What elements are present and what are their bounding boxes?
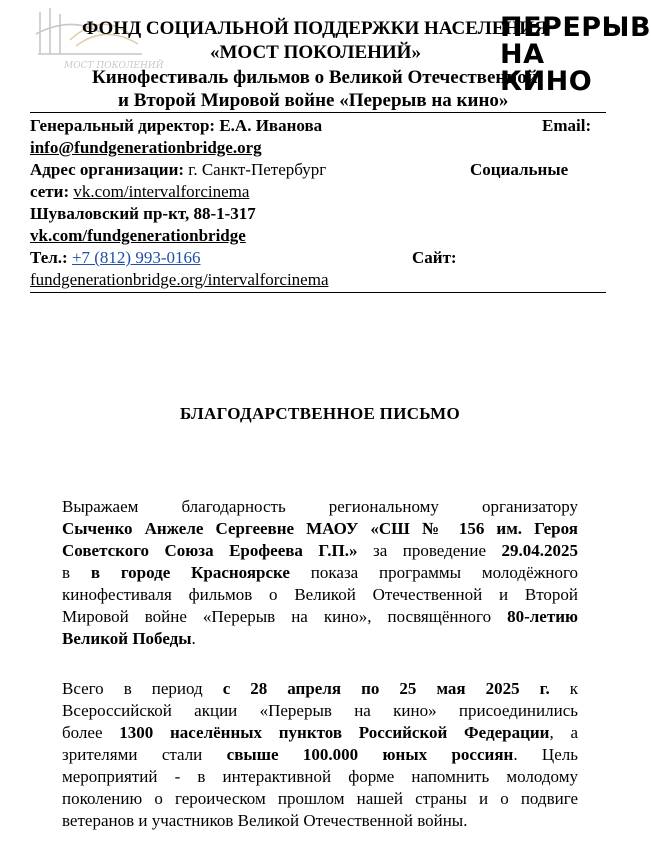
p2-line-7: ветеранов и участников Великой Отечественной войны.	[62, 811, 468, 830]
site-label: Сайт:	[412, 248, 457, 267]
header-divider-bottom	[30, 292, 606, 293]
director-line: Генеральный директор: Е.А. Иванова	[30, 116, 323, 135]
p1-line-7: Великой Победы.	[62, 629, 196, 648]
address-street: Шуваловский пр-кт, 88-1-317	[30, 204, 256, 223]
p1-line-4: в в городе Красноярске показа программы молодёжного	[62, 563, 579, 582]
p1-line-3: Советского Союза Ерофеева Г.П.» за проведение 29.04.2025	[62, 541, 578, 560]
address-label: Адрес организации:	[30, 160, 185, 179]
social-link-interval[interactable]: vk.com/intervalforcinema	[73, 182, 250, 201]
festival-title-line-2: и Второй Мировой войне «Перерыв на кино»	[118, 90, 509, 111]
p1-line-5: кинофестиваля фильмов о Великой Отечественной и Второй	[62, 585, 578, 604]
paragraph-2	[62, 678, 578, 832]
phone-line	[30, 248, 201, 268]
p2-line-4: зрителями стали свыше 100.000 юных россиян. Цель	[62, 745, 578, 764]
header-divider-top	[30, 112, 606, 113]
p2-line-3: более 1300 населённых пунктов Российской Федерации, а	[62, 723, 579, 742]
p1-line-1: Выражаем благодарность региональному организатору	[62, 497, 578, 516]
org-name-line-1: ФОНД СОЦИАЛЬНОЙ ПОДДЕРЖКИ НАСЕЛЕНИЯ	[82, 18, 548, 39]
p1-line-6: Мировой войне «Перерыв на кино», посвящённого 80-летию	[62, 607, 578, 626]
document-title: БЛАГОДАРСТВЕННОЕ ПИСЬМО	[179, 404, 461, 423]
logo-right-line-2: НА КИНО	[500, 39, 593, 97]
p2-line-2: Всероссийской акции «Перерыв на кино» присоединились	[62, 701, 578, 720]
social-link-fund[interactable]: vk.com/fundgenerationbridge	[30, 226, 246, 245]
phone-label: Тел.:	[30, 248, 68, 267]
social-label-cont: сети:	[30, 182, 70, 201]
logo-right-line-1: ПЕРЕРЫВ	[500, 12, 651, 43]
p2-line-5: мероприятий - в интерактивной форме напомнить молодому	[62, 767, 578, 786]
p1-line-2: Сыченко Анжеле Сергеевне МАОУ «СШ № 156 им. Героя	[62, 519, 578, 538]
address-line	[30, 160, 326, 180]
social-line	[30, 182, 249, 202]
social-label: Социальные	[470, 160, 569, 179]
p2-line-1: Всего в период с 28 апреля по 25 мая 2025 г. к	[62, 679, 579, 698]
p2-line-6: поколению о героическом прошлом нашей страны и о подвиге	[62, 789, 578, 808]
site-link[interactable]: fundgenerationbridge.org/intervalforcinema	[30, 270, 329, 289]
email-link[interactable]: info@fundgenerationbridge.org	[30, 138, 262, 157]
org-name-line-2: «МОСТ ПОКОЛЕНИЙ»	[210, 42, 421, 63]
phone-link[interactable]: +7 (812) 993-0166	[71, 248, 201, 267]
svg-text:МОСТ ПОКОЛЕНИЙ: МОСТ ПОКОЛЕНИЙ	[64, 61, 164, 71]
address-city: г. Санкт-Петербург	[188, 160, 327, 179]
email-label: Email:	[542, 116, 592, 135]
paragraph-1	[62, 496, 578, 650]
festival-title-line-1: Кинофестиваль фильмов о Великой Отечественной	[92, 67, 538, 88]
